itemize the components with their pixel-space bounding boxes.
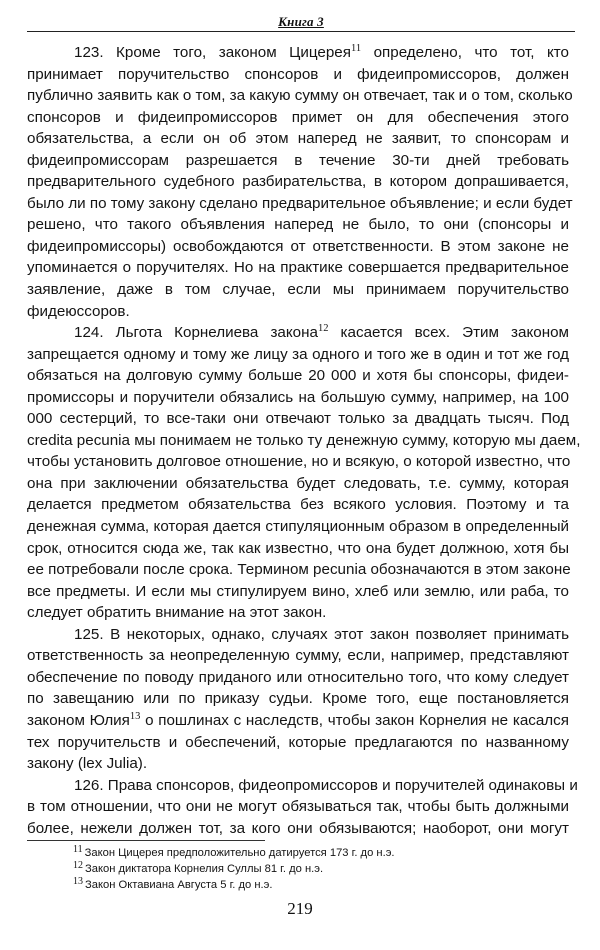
text-line: 125. В некоторых, однако, случаях этот закон позволяет принимать — [74, 625, 569, 643]
text-line: тех поручительств и обеспечений, которые предлагаются по названному — [27, 733, 569, 751]
text-line: 123. Кроме того, законом Цицерея$^{11}$ определено, что тот, кто — [74, 43, 569, 61]
text-line: обеспечение по поводу приданого или относительно того, что кому следует — [27, 668, 569, 686]
text-line: чтобы установить долговое отношение, но и всякую, о которой известно, что — [27, 453, 571, 471]
page-number: 219 — [287, 899, 313, 918]
footnote-divider — [27, 840, 265, 841]
text-line: денежная сумма, которая дается стипуляционным образом в определенный — [27, 518, 569, 536]
text-line: обязательства, а если он об этом наперед не заявит, то спонсорам и — [27, 130, 569, 148]
text-line: законом Юлия$^{13}$ о пошлинах с наследств, чтобы закон Корнелия не касался — [27, 710, 569, 729]
text-line: фидеюссоров. — [27, 302, 130, 320]
footnote-text: Закон диктатора Корнелия Суллы 81 г. до н.э. — [85, 863, 324, 875]
footnote-11 — [73, 845, 553, 861]
text-line: следует обратить внимание на этот закон. — [27, 604, 327, 622]
text-line: делается предметом обязательства без всякого условия. Поэтому и та — [27, 496, 569, 514]
text-line: закону (lex Julia). — [27, 755, 148, 773]
footnote-text: Закон Октавиана Августа 5 г. до н.э. — [85, 879, 273, 891]
text-line: публично заявить как о том, за какую сумму он отвечает, так и о том, сколько — [27, 87, 573, 105]
text-line: принимает поручительство спонсоров и фидеипромиссоров, должен — [27, 65, 569, 83]
running-header — [27, 13, 575, 32]
text-line: все предметы. И если мы стипулируем вино, хлеб или землю, или раба, то — [27, 582, 569, 600]
text-line: более, нежели должен тот, за кого они обязываются; наоборот, они могут — [27, 819, 569, 837]
paragraph-124 — [27, 322, 581, 624]
footnote-mark: 11 — [73, 844, 83, 855]
text-line: 000 сестерций, то все-таки они отвечают только за двадцать тысяч. Под — [27, 410, 569, 428]
footnote-ref-12[interactable]: 12 — [317, 323, 329, 335]
text-line: она при заключении обязательства будет следовать, т.е. сумму, которая — [27, 474, 569, 492]
footnote-ref-11[interactable]: 11 — [350, 43, 362, 54]
text-line: спонсоров и фидеипромиссоров примет он для обеспечения этого — [27, 108, 569, 126]
text-line: в том отношении, что они не могут обязываться так, чтобы быть должными — [27, 798, 569, 816]
text-line: было ли по тому закону сделано предварительное объявление; и если будет — [27, 194, 573, 212]
text-line: упоминается о поручителях. Но на практике совершается предварительное — [27, 259, 569, 277]
running-header-title: Книга 3 — [278, 14, 324, 29]
text-line: фидеипромиссорам разрешается в течение 30-ти дней требовать — [27, 151, 569, 169]
paragraph-123 — [27, 42, 573, 322]
text-line: ответственность за неопределенную сумму, если, например, представляют — [27, 647, 569, 665]
text-line: по завещанию или по приказу судьи. Кроме того, еще постановляется — [27, 690, 569, 708]
text-line: 124. Льгота Корнелиева закона$^{12}$ касается всех. Этим законом — [74, 323, 569, 342]
footnote-mark: 12 — [73, 860, 83, 871]
footnote-ref-13[interactable]: 13 — [129, 710, 141, 722]
body-text — [27, 42, 581, 839]
footnote-mark: 13 — [73, 876, 83, 887]
text-line: заявление, даже в том случае, если мы принимаем поручительство — [27, 281, 569, 299]
footnotes — [73, 845, 553, 893]
text-line: credita pecunia мы понимаем не только ту денежную сумму, которую мы даем, — [27, 431, 581, 449]
text-line: ее потребовали после срока. Термином pecunia обозначаются в этом законе — [27, 561, 571, 579]
footnote-12 — [73, 861, 553, 877]
text-line: фидеипромиссоры) освобождаются от ответственности. В этом законе не — [27, 237, 569, 255]
paragraph-125 — [27, 624, 569, 775]
footnote-text: Закон Цицерея предположительно датируется 173 г. до н.э. — [84, 847, 395, 859]
text-line: решено, что такого объявления наперед не было, то они (спонсоры и — [27, 216, 569, 234]
footnote-13 — [73, 877, 553, 893]
text-line: предварительного судебного разбирательства, в котором допрашивается, — [27, 173, 569, 191]
text-line: запрещается одному и тому же лицу за одного и того же в один и тот же год — [27, 345, 569, 363]
text-line: срок, относится сюда же, так как известно, что она будет должною, хотя бы — [27, 539, 569, 557]
text-line: 126. Права спонсоров, фидеопромиссоров и поручителей одинаковы и — [74, 776, 578, 794]
text-line: обязаться на долговую сумму больше 20 000 и хотя бы спонсоры, фидеи- — [27, 367, 569, 385]
text-line: промиссоры и поручители обязались на большую сумму, например, на 100 — [27, 388, 569, 406]
paragraph-126 — [27, 775, 578, 840]
